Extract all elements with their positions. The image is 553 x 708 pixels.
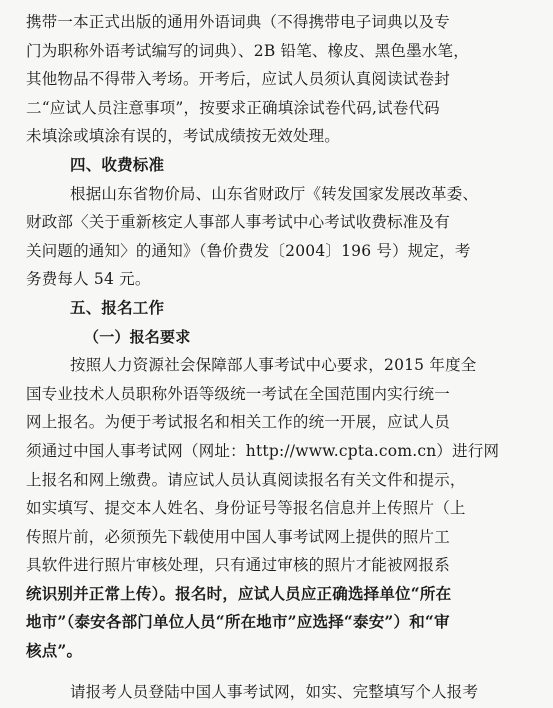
spacer <box>26 666 533 678</box>
text-line: 按照人力资源社会保障部人事考试中心要求，2015 年度全 <box>70 356 477 375</box>
text-line: 统识别并正常上传）。报名时，应试人员应正确选择单位“所在 <box>26 583 452 603</box>
text-line: 未填涂或填涂有误的，考试成绩按无效处理。 <box>26 127 341 146</box>
text-line: 国专业技术人员职称外语等级统一考试在全国范围内实行统一 <box>26 384 450 403</box>
text-line: 关问题的通知〉的通知》（鲁价费发〔2004〕196 号）规定，考 <box>26 241 471 260</box>
text-line: 网上报名。为便于考试报名和相关工作的统一开展，应试人员 <box>26 413 450 432</box>
text-line: 携带一本正式出版的通用外语词典（不得携带电子词典以及专 <box>26 13 450 31</box>
subsection-heading-requirements: （一）报名要求 <box>84 327 191 346</box>
text-line: 务费每人 54 元。 <box>26 270 151 289</box>
text-line: 请报考人员登陆中国人事考试网，如实、完整填写个人报考 <box>70 682 479 701</box>
text-line: 二“应试人员注意事项”，按要求正确填涂试卷代码,试卷代码 <box>26 98 440 117</box>
text-line: 门为职称外语考试编写的词典）、2B 铅笔、橡皮、黑色墨水笔， <box>26 41 469 60</box>
text-line: 其他物品不得带入考场。开考后，应试人员须认真阅读试卷封 <box>26 70 450 89</box>
text-line: 核点”。 <box>26 641 83 661</box>
section-heading-registration: 五、报名工作 <box>70 298 165 317</box>
text-line: 如实填写、提交本人姓名、身份证号等报名信息并上传照片（上 <box>26 499 466 518</box>
text-line: 传照片前，必须预先下载使用中国人事考试网上提供的照片工 <box>26 527 450 546</box>
text-line: 地市”（泰安各部门单位人员“所在地市”应选择“泰安”）和“审 <box>26 612 450 632</box>
text-line: 具软件进行照片审核处理，只有通过审核的照片才能被网报系 <box>26 556 450 575</box>
section-heading-fees: 四、收费标准 <box>70 155 165 174</box>
text-line: 须通过中国人事考试网（网址：http://www.cpta.com.cn）进行网 <box>26 441 500 460</box>
text-line: 财政部〈关于重新核定人事部人事考试中心考试收费标准及有 <box>26 213 450 232</box>
text-line: 根据山东省物价局、山东省财政厅《转发国家发展改革委、 <box>70 184 479 203</box>
text-line: 上报名和网上缴费。请应试人员认真阅读报名有关文件和提示， <box>26 470 466 489</box>
